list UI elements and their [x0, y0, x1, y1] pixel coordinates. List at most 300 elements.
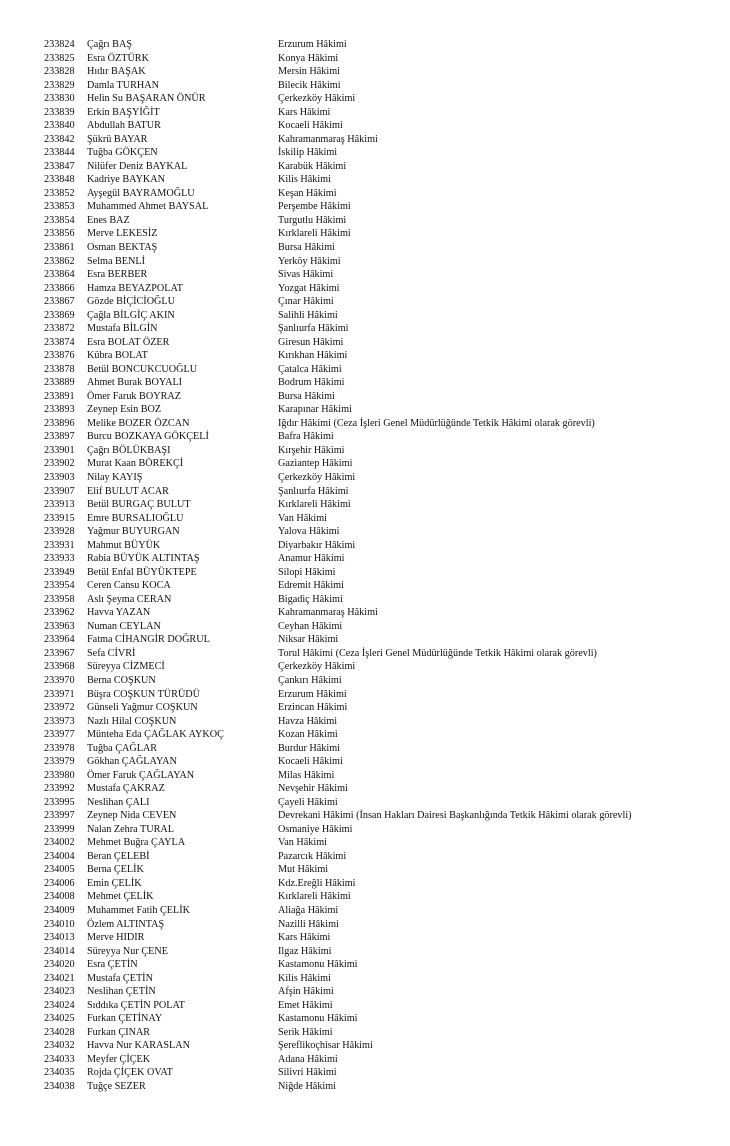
registry-number: 233999 — [44, 823, 75, 835]
registry-number: 233962 — [44, 607, 75, 619]
registry-number: 233902 — [44, 458, 75, 470]
list-row — [0, 498, 730, 512]
person-name: Elif BULUT ACAR — [87, 485, 169, 497]
person-name: Betül Enfal BÜYÜKTEPE — [87, 566, 197, 578]
list-row — [0, 485, 730, 499]
person-name: Aslı Şeyma CERAN — [87, 593, 172, 605]
assigned-post: Anamur Hâkimi — [278, 553, 345, 565]
assigned-post: Bafra Hâkimi — [278, 431, 334, 443]
person-name: Zeynep Esin BOZ — [87, 404, 162, 416]
person-name: Helin Su BAŞARAN ÖNÜR — [87, 93, 206, 105]
list-row — [0, 688, 730, 702]
list-row — [0, 390, 730, 404]
list-row — [0, 742, 730, 756]
registry-number: 233852 — [44, 187, 75, 199]
person-name: Hıdır BAŞAK — [87, 66, 146, 78]
registry-number: 234013 — [44, 932, 75, 944]
registry-number: 233854 — [44, 214, 75, 226]
list-row — [0, 728, 730, 742]
registry-number: 233891 — [44, 390, 75, 402]
list-row — [0, 173, 730, 187]
registry-number: 234009 — [44, 905, 75, 916]
assigned-post: Çerkezköy Hâkimi — [278, 93, 356, 105]
list-row — [0, 782, 730, 796]
assigned-post: Adana Hâkimi — [278, 1053, 338, 1065]
registry-number: 234004 — [44, 850, 75, 862]
list-row — [0, 444, 730, 458]
list-row — [0, 579, 730, 593]
list-row — [0, 241, 730, 255]
registry-number: 233862 — [44, 255, 75, 267]
assigned-post: Devrekani Hâkimi (İnsan Hakları Dairesi Başkanlığında Tetkik Hâkimi olarak görevli) — [278, 810, 632, 822]
person-name: Esra BERBER — [87, 269, 148, 281]
person-name: Meyfer ÇİÇEK — [87, 1053, 151, 1065]
assigned-post: Yalova Hâkimi — [278, 526, 340, 538]
list-row — [0, 593, 730, 607]
registry-number: 233897 — [44, 431, 75, 443]
list-row — [0, 146, 730, 160]
registry-number: 233968 — [44, 661, 75, 673]
assigned-post: Kahramanmaraş Hâkimi — [278, 133, 378, 145]
list-row — [0, 295, 730, 309]
registry-number: 233954 — [44, 580, 75, 592]
person-name: Merve LEKESİZ — [87, 228, 158, 240]
registry-number: 234005 — [44, 864, 75, 876]
registry-number: 234033 — [44, 1053, 75, 1065]
registry-number: 233995 — [44, 796, 75, 808]
registry-number: 234032 — [44, 1040, 75, 1052]
list-row — [0, 457, 730, 471]
assigned-post: Bursa Hâkimi — [278, 241, 335, 253]
list-row — [0, 471, 730, 485]
list-row — [0, 255, 730, 269]
person-name: Hamza BEYAZPOLAT — [87, 282, 183, 294]
registry-number: 233829 — [44, 79, 75, 91]
person-name: Şükrü BAYAR — [87, 133, 148, 145]
assigned-post: Serik Hâkimi — [278, 1026, 333, 1038]
list-row — [0, 133, 730, 147]
person-name: Nalan Zehra TURAL — [87, 823, 174, 835]
assigned-post: Kırşehir Hâkimi — [278, 444, 345, 456]
person-name: Berna ÇELİK — [87, 864, 144, 876]
registry-number: 233977 — [44, 729, 75, 741]
list-row — [0, 214, 730, 228]
assigned-post: Çankırı Hâkimi — [278, 674, 342, 686]
list-row — [0, 877, 730, 891]
list-row — [0, 403, 730, 417]
assigned-post: Silopi Hâkimi — [278, 566, 336, 578]
assigned-post: Milas Hâkimi — [278, 769, 335, 781]
registry-number: 233861 — [44, 241, 75, 253]
assigned-post: Ilgaz Hâkimi — [278, 945, 332, 957]
list-row — [0, 282, 730, 296]
person-name: Zeynep Nida CEVEN — [87, 810, 177, 822]
person-name: Ayşegül BAYRAMOĞLU — [87, 187, 195, 199]
list-row — [0, 647, 730, 661]
list-row — [0, 106, 730, 120]
list-row — [0, 552, 730, 566]
person-name: Nilüfer Deniz BAYKAL — [87, 160, 188, 172]
registry-number: 233896 — [44, 417, 75, 429]
assigned-post: Kırklareli Hâkimi — [278, 228, 351, 240]
person-name: Havva Nur KARASLAN — [87, 1040, 190, 1052]
registry-number: 234014 — [44, 945, 75, 957]
list-row — [0, 1012, 730, 1026]
person-name: Burcu BOZKAYA GÖKÇELİ — [87, 431, 209, 443]
registry-number: 233856 — [44, 228, 75, 240]
person-name: Melike BOZER ÖZCAN — [87, 417, 190, 429]
assigned-post: Osmaniye Hâkimi — [278, 823, 353, 835]
list-row — [0, 809, 730, 823]
list-row — [0, 674, 730, 688]
registry-number: 233889 — [44, 377, 75, 389]
person-name: Çağrı BAŞ — [87, 39, 132, 50]
registry-number: 233876 — [44, 350, 75, 362]
person-name: Gözde BİÇİCİOĞLU — [87, 296, 175, 308]
person-name: Çağrı BÖLÜKBAŞI — [87, 444, 171, 456]
registry-number: 233979 — [44, 756, 75, 768]
person-name: Furkan ÇETİNAY — [87, 1013, 163, 1025]
assigned-post: Afşin Hâkimi — [278, 986, 334, 998]
assigned-post: Sivas Hâkimi — [278, 269, 334, 281]
person-name: Münteha Eda ÇAĞLAK AYKOÇ — [87, 729, 224, 741]
list-row — [0, 539, 730, 553]
list-row — [0, 660, 730, 674]
assigned-post: Çerkezköy Hâkimi — [278, 472, 356, 483]
person-name: Mustafa ÇETİN — [87, 972, 153, 984]
registry-number: 233971 — [44, 688, 75, 700]
registry-number: 234020 — [44, 959, 75, 971]
person-name: Selma BENLİ — [87, 255, 146, 267]
list-row — [0, 336, 730, 350]
person-name: Murat Kaan BÖREKÇİ — [87, 458, 184, 470]
person-name: Gökhan ÇAĞLAYAN — [87, 756, 177, 768]
list-row — [0, 525, 730, 539]
assigned-post: Kdz.Ereğli Hâkimi — [278, 877, 356, 889]
person-name: Tuğçe SEZER — [87, 1080, 146, 1092]
assigned-post: Iğdır Hâkimi (Ceza İşleri Genel Müdürlüğünde Tetkik Hâkimi olarak görevli) — [278, 417, 595, 429]
registry-number: 233978 — [44, 742, 75, 754]
registry-number: 233825 — [44, 52, 75, 64]
registry-number: 233828 — [44, 66, 75, 78]
assigned-post: Aliağa Hâkimi — [278, 905, 339, 916]
registry-number: 233928 — [44, 526, 75, 538]
assigned-post: Bigadiç Hâkimi — [278, 593, 343, 605]
registry-number: 233874 — [44, 336, 75, 348]
registry-number: 233973 — [44, 715, 75, 727]
registry-number: 233866 — [44, 282, 75, 294]
list-row — [0, 904, 730, 918]
person-name: Mustafa BİLGİN — [87, 323, 158, 335]
person-name: Süreyya CİZMECİ — [87, 661, 165, 673]
list-row — [0, 796, 730, 810]
list-row — [0, 309, 730, 323]
registry-number: 233958 — [44, 593, 75, 605]
registry-number: 233933 — [44, 553, 75, 565]
assigned-post: Kocaeli Hâkimi — [278, 756, 343, 768]
assigned-post: Karapınar Hâkimi — [278, 404, 352, 416]
assigned-post: Kars Hâkimi — [278, 106, 331, 118]
person-name: Nazlı Hilal COŞKUN — [87, 715, 177, 727]
assigned-post: Yozgat Hâkimi — [278, 282, 340, 294]
registry-number: 233864 — [44, 269, 75, 281]
assigned-post: Niksar Hâkimi — [278, 634, 339, 646]
assigned-post: Van Hâkimi — [278, 512, 327, 524]
registry-number: 233872 — [44, 323, 75, 335]
assigned-post: İskilip Hâkimi — [278, 147, 338, 159]
list-row — [0, 119, 730, 133]
assigned-post: Erzurum Hâkimi — [278, 39, 347, 50]
registry-number: 233853 — [44, 201, 75, 213]
person-name: Havva YAZAN — [87, 607, 151, 619]
list-row — [0, 38, 730, 52]
list-row — [0, 958, 730, 972]
person-name: Betül BURGAÇ BULUT — [87, 499, 191, 511]
person-name: Tuğba GÖKÇEN — [87, 147, 158, 159]
person-name: Günseli Yağmur COŞKUN — [87, 702, 198, 714]
person-name: Fatma CİHANGİR DOĞRUL — [87, 634, 210, 646]
assigned-post: Bursa Hâkimi — [278, 390, 335, 402]
list-row — [0, 620, 730, 634]
person-name: Enes BAZ — [87, 214, 130, 226]
registry-number: 233893 — [44, 404, 75, 416]
list-row — [0, 566, 730, 580]
person-name: Tuğba ÇAĞLAR — [87, 742, 158, 754]
person-name: Kadriye BAYKAN — [87, 174, 166, 186]
list-row — [0, 755, 730, 769]
assigned-post: Perşembe Hâkimi — [278, 201, 351, 213]
person-name: Ömer Faruk BOYRAZ — [87, 390, 181, 402]
list-row — [0, 931, 730, 945]
person-name: Abdullah BATUR — [87, 120, 161, 132]
list-row — [0, 65, 730, 79]
registry-number: 233949 — [44, 566, 75, 578]
person-name: Betül BONCUKCUOĞLU — [87, 363, 198, 375]
registry-number: 233901 — [44, 444, 75, 456]
assigned-post: Yerköy Hâkimi — [278, 255, 341, 267]
list-row — [0, 349, 730, 363]
registry-number: 233967 — [44, 647, 75, 659]
list-row — [0, 769, 730, 783]
registry-number: 233972 — [44, 702, 75, 714]
registry-number: 233915 — [44, 512, 75, 524]
assigned-post: Şereflikoçhisar Hâkimi — [278, 1040, 373, 1052]
person-name: Neslihan ÇALI — [87, 796, 150, 808]
assigned-post: Kırıkhan Hâkimi — [278, 350, 348, 362]
registry-number: 233869 — [44, 309, 75, 321]
assigned-post: Torul Hâkimi (Ceza İşleri Genel Müdürlüğünde Tetkik Hâkimi olarak görevli) — [278, 647, 597, 659]
person-name: Rabia BÜYÜK ALTINTAŞ — [87, 553, 200, 565]
registry-number: 233964 — [44, 634, 75, 646]
registry-number: 233992 — [44, 783, 75, 795]
list-row — [0, 160, 730, 174]
person-name: Erkin BAŞYİĞİT — [87, 106, 160, 118]
assigned-post: Kocaeli Hâkimi — [278, 120, 343, 132]
registry-number: 233970 — [44, 674, 75, 686]
person-name: Furkan ÇINAR — [87, 1026, 151, 1038]
list-row — [0, 890, 730, 904]
assigned-post: Kilis Hâkimi — [278, 972, 331, 984]
assigned-post: Kahramanmaraş Hâkimi — [278, 607, 378, 619]
registry-number: 233907 — [44, 485, 75, 497]
registry-number: 233931 — [44, 539, 75, 551]
list-row — [0, 512, 730, 526]
assigned-post: Şanlıurfa Hâkimi — [278, 485, 349, 497]
registry-number: 233842 — [44, 133, 75, 145]
assigned-post: Çınar Hâkimi — [278, 296, 334, 308]
assigned-post: Diyarbakır Hâkimi — [278, 539, 356, 551]
assigned-post: Keşan Hâkimi — [278, 187, 337, 199]
person-name: Muhammed Ahmet BAYSAL — [87, 201, 209, 213]
person-name: Merve HIDIR — [87, 932, 145, 944]
assigned-post: Kırklareli Hâkimi — [278, 891, 351, 903]
list-row — [0, 1026, 730, 1040]
registry-number: 233867 — [44, 296, 75, 308]
assigned-post: Çerkezköy Hâkimi — [278, 661, 356, 673]
registry-number: 234021 — [44, 972, 75, 984]
registry-number: 233878 — [44, 363, 75, 375]
list-row — [0, 836, 730, 850]
registry-number: 234002 — [44, 837, 75, 849]
person-name: Ömer Faruk ÇAĞLAYAN — [87, 769, 195, 781]
person-name: Berna COŞKUN — [87, 674, 156, 686]
assigned-post: Havza Hâkimi — [278, 715, 338, 727]
person-name: Muhammet Fatih ÇELİK — [87, 905, 190, 916]
person-name: Süreyya Nur ÇENE — [87, 945, 168, 957]
list-row — [0, 1053, 730, 1067]
assigned-post: Niğde Hâkimi — [278, 1080, 337, 1092]
person-name: Büşra COŞKUN TÜRÜDÜ — [87, 688, 201, 700]
registry-number: 233839 — [44, 106, 75, 118]
registry-number: 234008 — [44, 891, 75, 903]
assigned-post: Karabük Hâkimi — [278, 160, 347, 172]
assigned-post: Salihli Hâkimi — [278, 309, 338, 321]
person-name: Mehmet Buğra ÇAYLA — [87, 837, 186, 849]
person-name: Numan CEYLAN — [87, 620, 161, 632]
list-row — [0, 200, 730, 214]
registry-number: 234024 — [44, 999, 75, 1011]
list-row — [0, 227, 730, 241]
registry-number: 233830 — [44, 93, 75, 105]
assigned-post: Ceyhan Hâkimi — [278, 620, 343, 632]
list-row — [0, 417, 730, 431]
list-row — [0, 918, 730, 932]
list-row — [0, 79, 730, 93]
person-name: Esra ÇETİN — [87, 959, 138, 971]
registry-number: 233844 — [44, 147, 75, 159]
person-name: Sıddıka ÇETİN POLAT — [87, 999, 185, 1011]
list-row — [0, 863, 730, 877]
list-row — [0, 823, 730, 837]
assigned-post: Emet Hâkimi — [278, 999, 333, 1011]
person-name: Kübra BOLAT — [87, 350, 148, 362]
list-row — [0, 92, 730, 106]
appointment-list — [0, 38, 730, 1093]
assigned-post: Konya Hâkimi — [278, 52, 339, 64]
person-name: Sefa CİVRİ — [87, 647, 136, 659]
list-row — [0, 945, 730, 959]
registry-number: 234025 — [44, 1013, 75, 1025]
person-name: Mustafa ÇAKRAZ — [87, 783, 165, 795]
registry-number: 234023 — [44, 986, 75, 998]
list-row — [0, 268, 730, 282]
registry-number: 234006 — [44, 877, 75, 889]
list-row — [0, 1039, 730, 1053]
assigned-post: Pazarcık Hâkimi — [278, 850, 347, 862]
assigned-post: Turgutlu Hâkimi — [278, 214, 347, 226]
person-name: Çağla BİLGİÇ AKIN — [87, 309, 175, 321]
list-row — [0, 850, 730, 864]
list-row — [0, 363, 730, 377]
registry-number: 233847 — [44, 160, 75, 172]
list-row — [0, 972, 730, 986]
person-name: Damla TURHAN — [87, 79, 159, 91]
assigned-post: Erzincan Hâkimi — [278, 702, 348, 714]
list-row — [0, 715, 730, 729]
person-name: Mehmet ÇELİK — [87, 891, 154, 903]
registry-number: 234038 — [44, 1080, 75, 1092]
person-name: Esra ÖZTÜRK — [87, 52, 149, 64]
person-name: Ahmet Burak BOYALI — [87, 377, 183, 389]
assigned-post: Kilis Hâkimi — [278, 174, 331, 186]
assigned-post: Burdur Hâkimi — [278, 742, 340, 754]
assigned-post: Nazilli Hâkimi — [278, 918, 339, 930]
registry-number: 233824 — [44, 39, 75, 50]
person-name: Emre BURSALIOĞLU — [87, 512, 184, 524]
assigned-post: Şanlıurfa Hâkimi — [278, 323, 349, 335]
registry-number: 234010 — [44, 918, 75, 930]
assigned-post: Kastamonu Hâkimi — [278, 1013, 358, 1025]
assigned-post: Erzurum Hâkimi — [278, 688, 347, 700]
person-name: Neslihan ÇETİN — [87, 986, 156, 998]
person-name: Osman BEKTAŞ — [87, 241, 158, 253]
list-row — [0, 1066, 730, 1080]
person-name: Esra BOLAT ÖZER — [87, 336, 170, 348]
registry-number: 233913 — [44, 499, 75, 511]
list-row — [0, 430, 730, 444]
person-name: Nilay KAYIŞ — [87, 472, 143, 483]
list-row — [0, 606, 730, 620]
assigned-post: Çatalca Hâkimi — [278, 363, 342, 375]
list-row — [0, 376, 730, 390]
registry-number: 233997 — [44, 810, 75, 822]
registry-number: 233903 — [44, 472, 75, 483]
person-name: Yağmur BUYURGAN — [87, 526, 180, 538]
assigned-post: Kozan Hâkimi — [278, 729, 338, 741]
list-row — [0, 187, 730, 201]
registry-number: 233848 — [44, 174, 75, 186]
assigned-post: Kastamonu Hâkimi — [278, 959, 358, 971]
assigned-post: Nevşehir Hâkimi — [278, 783, 348, 795]
registry-number: 234028 — [44, 1026, 75, 1038]
assigned-post: Van Hâkimi — [278, 837, 327, 849]
assigned-post: Kars Hâkimi — [278, 932, 331, 944]
list-row — [0, 52, 730, 66]
list-row — [0, 985, 730, 999]
assigned-post: Kırklareli Hâkimi — [278, 499, 351, 511]
assigned-post: Giresun Hâkimi — [278, 336, 344, 348]
registry-number: 233980 — [44, 769, 75, 781]
assigned-post: Silivri Hâkimi — [278, 1067, 337, 1079]
list-row — [0, 999, 730, 1013]
person-name: Rojda ÇİÇEK OVAT — [87, 1067, 173, 1079]
registry-number: 233840 — [44, 120, 75, 132]
list-row — [0, 633, 730, 647]
registry-number: 234035 — [44, 1067, 75, 1079]
assigned-post: Edremit Hâkimi — [278, 580, 344, 592]
assigned-post: Çayeli Hâkimi — [278, 796, 338, 808]
list-row — [0, 701, 730, 715]
